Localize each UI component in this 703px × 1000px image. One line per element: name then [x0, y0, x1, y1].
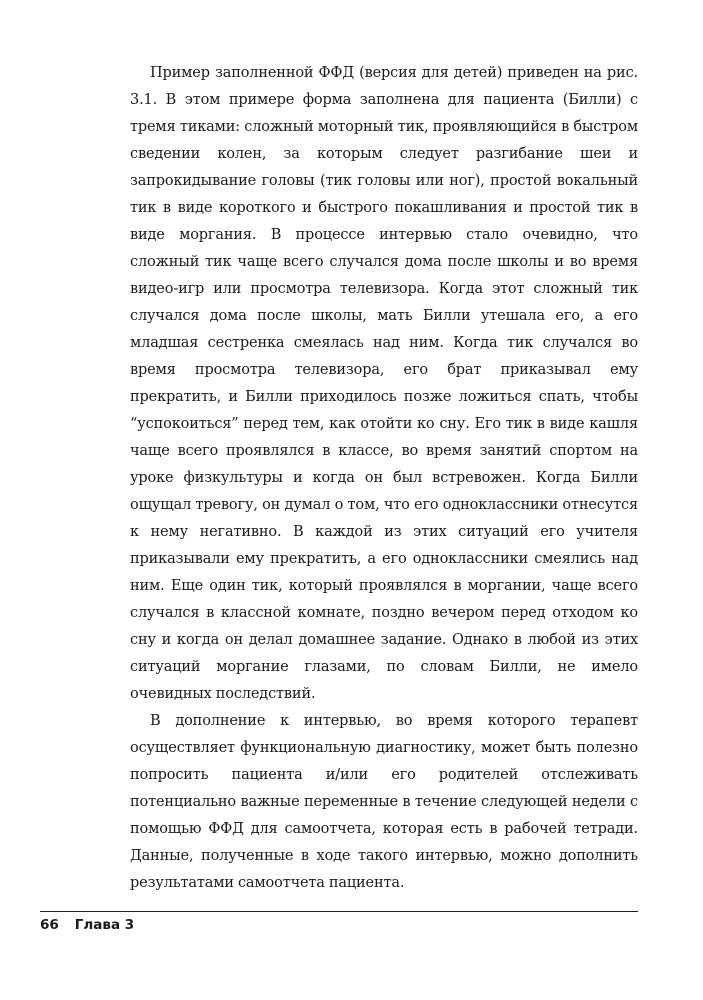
paragraph-1: Пример заполненной ФФД (версия для детей) приведен на рис. 3.1. В этом примере форма заполнена для пациента (Билли) с тремя тиками: сложный моторный тик, проявляющийся в быстром сведении колен, за которым следует разгибание шеи и запрокидывание головы (тик головы или ног), простой вокальный тик в виде короткого и быстрого покашливания и простой тик в виде моргания. В процессе интервью стало очевидно, что сложный тик чаще всего случался дома после школы и во время видео-игр или просмотра телевизора. Когда этот сложный тик случался дома после школы, мать Билли утешала его, а его младшая сестренка смеялась над ним. Когда тик случался во время просмотра телевизора, его брат приказывал ему прекратить, и Билли приходилось позже ложиться спать, чтобы “успокоиться” перед тем, как отойти ко сну. Его тик в виде кашля чаще всего проявлялся в классе, во время занятий спортом на уроке физкультуры и когда он был встревожен. Когда Билли ощущал тревогу, он думал о том, что его одноклассники отнесутся к нему негативно. В каждой из этих ситуаций его учителя приказывали ему прекратить, а его одноклассники смеялись над ним. Еще один тик, который проявлялся в моргании, чаще всего случался в классной комнате, поздно вечером перед отходом ко сну и когда он делал домашнее задание. Однако в любой из этих ситуаций моргание глазами, по словам Билли, не имело очевидных последствий.	[130, 65, 638, 702]
body-text	[130, 60, 638, 897]
paragraph-2: В дополнение к интервью, во время которого терапевт осуществляет функциональную диагностику, может быть полезно попросить пациента и/или его родителей отслеживать потенциально важные переменные в течение следующей недели с помощью ФФД для самоотчета, которая есть в рабочей тетради. Данные, полученные в ходе такого интервью, можно дополнить результатами самоотчета пациента.	[130, 713, 638, 891]
page-number: 66	[40, 917, 59, 933]
chapter-label: Глава 3	[74, 917, 135, 933]
page-footer	[40, 911, 638, 933]
